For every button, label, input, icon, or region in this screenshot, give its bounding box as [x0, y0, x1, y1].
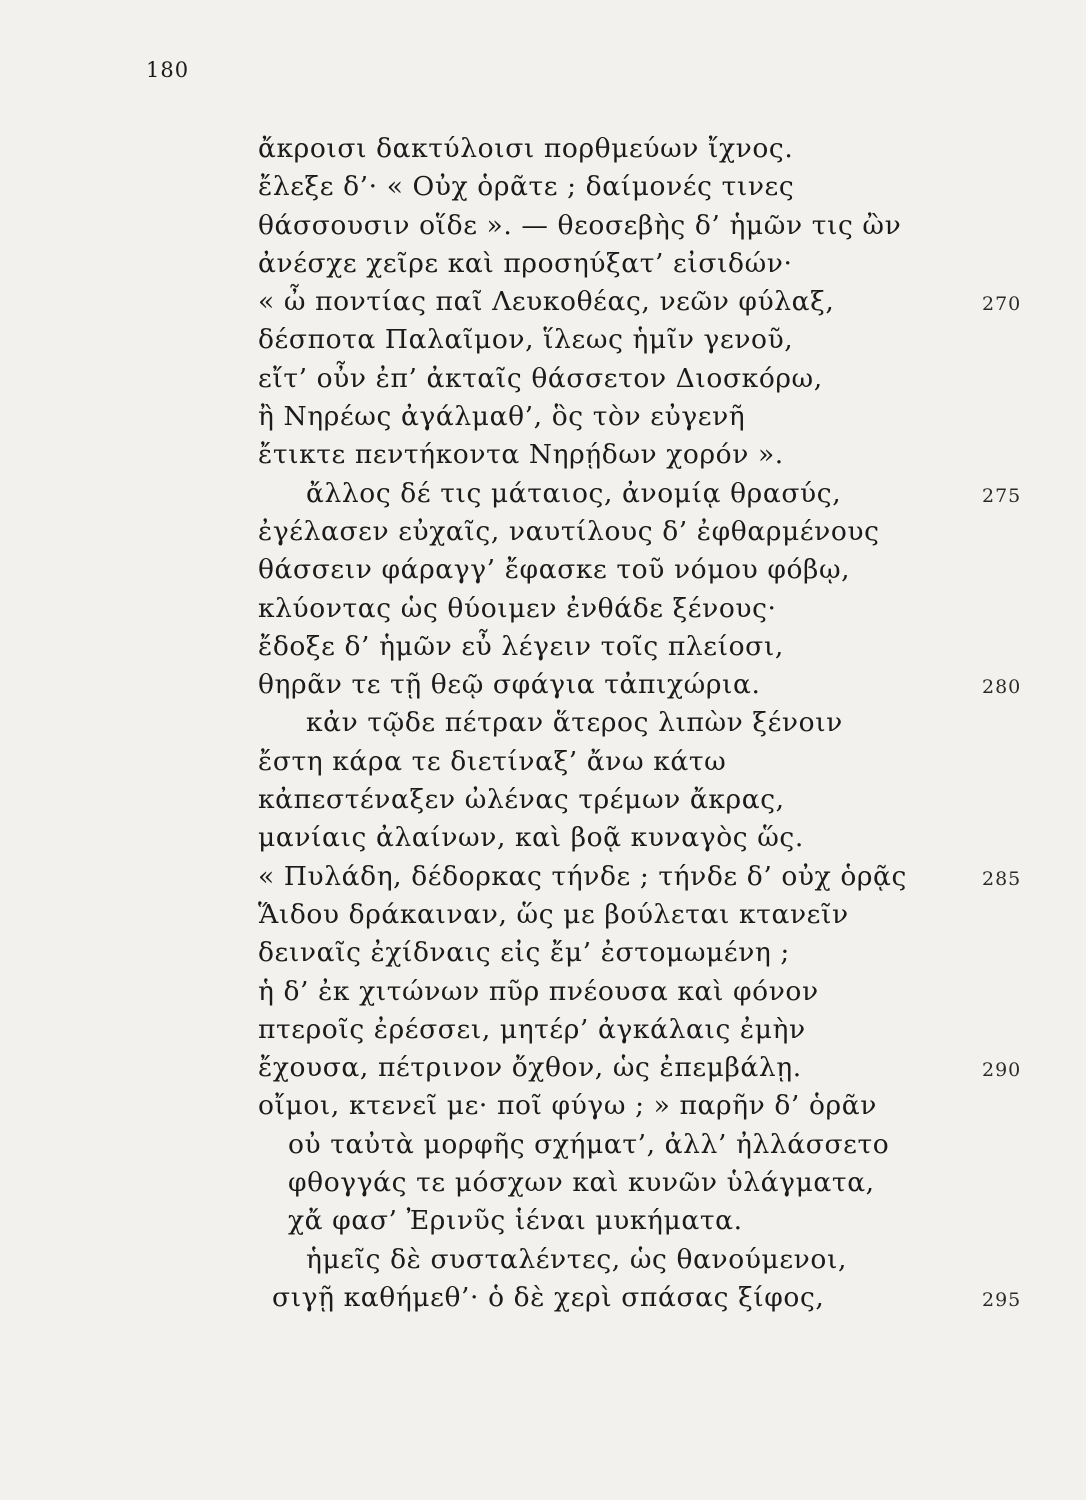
verse-line [0, 551, 1086, 589]
verse-text: « Πυλάδη, δέδορκας τήνδε ; τήνδε δ’ οὐχ ὁρᾷς [258, 860, 907, 892]
verse-text: κἀπεστέναξεν ὠλένας τρέμων ἄκρας, [258, 784, 785, 816]
verse-line [0, 207, 1086, 245]
verse-line [0, 704, 1086, 742]
verse-line [0, 1202, 1086, 1240]
verse-text: θάσσουσιν οἵδε ». — θεοσεβὴς δ’ ἡμῶν τις ὢν [258, 209, 902, 241]
verse-text: ἀνέσχε χεῖρε καὶ προσηύξατ’ εἰσιδών· [258, 247, 793, 279]
verse-text: δειναῖς ἐχίδναις εἰς ἔμ’ ἐστομωμένη ; [258, 937, 790, 969]
verse-line [0, 934, 1086, 972]
verse-line [0, 743, 1086, 781]
verse-line [0, 628, 1086, 666]
verse-text: ἔδοξε δ’ ἡμῶν εὖ λέγειν τοῖς πλείοσι, [258, 630, 784, 662]
verse-line [0, 819, 1086, 857]
verse-line [0, 168, 1086, 206]
line-number: 295 [982, 1288, 1022, 1311]
verse-line [0, 321, 1086, 359]
verse-block [0, 130, 1086, 1317]
verse-text: Ἅιδου δράκαιναν, ὥς με βούλεται κτανεῖν [258, 898, 849, 930]
verse-line [0, 781, 1086, 819]
verse-line [0, 513, 1086, 551]
verse-line [0, 245, 1086, 283]
verse-text: ἢ Νηρέως ἀγάλμαθ’, ὃς τὸν εὐγενῆ [258, 401, 746, 433]
verse-line [0, 360, 1086, 398]
line-number: 285 [982, 867, 1022, 890]
verse-text: φθογγάς τε μόσχων καὶ κυνῶν ὑλάγματα, [288, 1167, 875, 1199]
verse-text: ἐγέλασεν εὐχαῖς, ναυτίλους δ’ ἐφθαρμένους [258, 515, 880, 547]
verse-text: οἴμοι, κτενεῖ με· ποῖ φύγω ; » παρῆν δ’ ὁρᾶν [258, 1090, 877, 1122]
verse-line [0, 1241, 1086, 1279]
verse-text: « ὦ ποντίας παῖ Λευκοθέας, νεῶν φύλαξ, [258, 286, 835, 318]
verse-text: δέσποτα Παλαῖμον, ἵλεως ἡμῖν γενοῦ, [258, 324, 794, 356]
verse-line [0, 1126, 1086, 1164]
verse-text: θάσσειν φάραγγ’ ἔφασκε τοῦ νόμου φόβῳ, [258, 554, 851, 586]
verse-text: θηρᾶν τε τῇ θεῷ σφάγια τἀπιχώρια. [258, 669, 761, 701]
verse-text: ἡμεῖς δὲ συσταλέντες, ὡς θανούμενοι, [306, 1243, 847, 1275]
verse-line [0, 398, 1086, 436]
verse-text: κλύοντας ὡς θύοιμεν ἐνθάδε ξένους· [258, 592, 777, 624]
verse-line [0, 666, 1086, 704]
line-number: 270 [982, 293, 1022, 316]
verse-text: ἡ δ’ ἐκ χιτώνων πῦρ πνέουσα καὶ φόνον [258, 975, 819, 1007]
verse-text: εἴτ’ οὖν ἐπ’ ἀκταῖς θάσσετον Διοσκόρω, [258, 362, 823, 394]
verse-text: ἄλλος δέ τις μάταιος, ἀνομίᾳ θρασύς, [306, 477, 842, 509]
page-number: 180 [146, 58, 190, 82]
verse-text: ἔλεξε δ’· « Οὐχ ὁρᾶτε ; δαίμονές τινες [258, 171, 795, 203]
verse-line [0, 1279, 1086, 1317]
verse-text: πτεροῖς ἐρέσσει, μητέρ’ ἀγκάλαις ἐμὴν [258, 1013, 806, 1045]
verse-line [0, 1164, 1086, 1202]
verse-line [0, 130, 1086, 168]
line-number: 280 [982, 676, 1022, 699]
verse-line [0, 973, 1086, 1011]
verse-line [0, 475, 1086, 513]
verse-text: σιγῇ καθήμεθ’· ὁ δὲ χερὶ σπάσας ξίφος, [272, 1281, 825, 1313]
verse-text: ἔχουσα, πέτρινον ὄχθον, ὡς ἐπεμβάλῃ. [258, 1052, 802, 1084]
line-number: 290 [982, 1059, 1022, 1082]
verse-line [0, 436, 1086, 474]
verse-line [0, 1049, 1086, 1087]
verse-text: ἔστη κάρα τε διετίναξ’ ἄνω κάτω [258, 745, 727, 777]
verse-text: ἄκροισι δακτύλοισι πορθμεύων ἴχνος. [258, 133, 794, 164]
verse-line [0, 896, 1086, 934]
verse-text: οὐ ταὐτὰ μορφῆς σχήματ’, ἀλλ’ ἠλλάσσετο [288, 1128, 890, 1160]
verse-line [0, 858, 1086, 896]
line-number: 275 [982, 484, 1022, 507]
verse-text: χἄ φασ’ Ἐρινῦς ἱέναι μυκήματα. [288, 1205, 743, 1237]
verse-line [0, 283, 1086, 321]
verse-text: κἀν τῷδε πέτραν ἅτερος λιπὼν ξένοιν [306, 707, 843, 739]
verse-line [0, 590, 1086, 628]
verse-line [0, 1011, 1086, 1049]
verse-text: μανίαις ἀλαίνων, καὶ βοᾷ κυναγὸς ὥς. [258, 822, 804, 854]
verse-text: ἔτικτε πεντήκοντα Νηρῄδων χορόν ». [258, 439, 784, 471]
verse-line [0, 1087, 1086, 1125]
